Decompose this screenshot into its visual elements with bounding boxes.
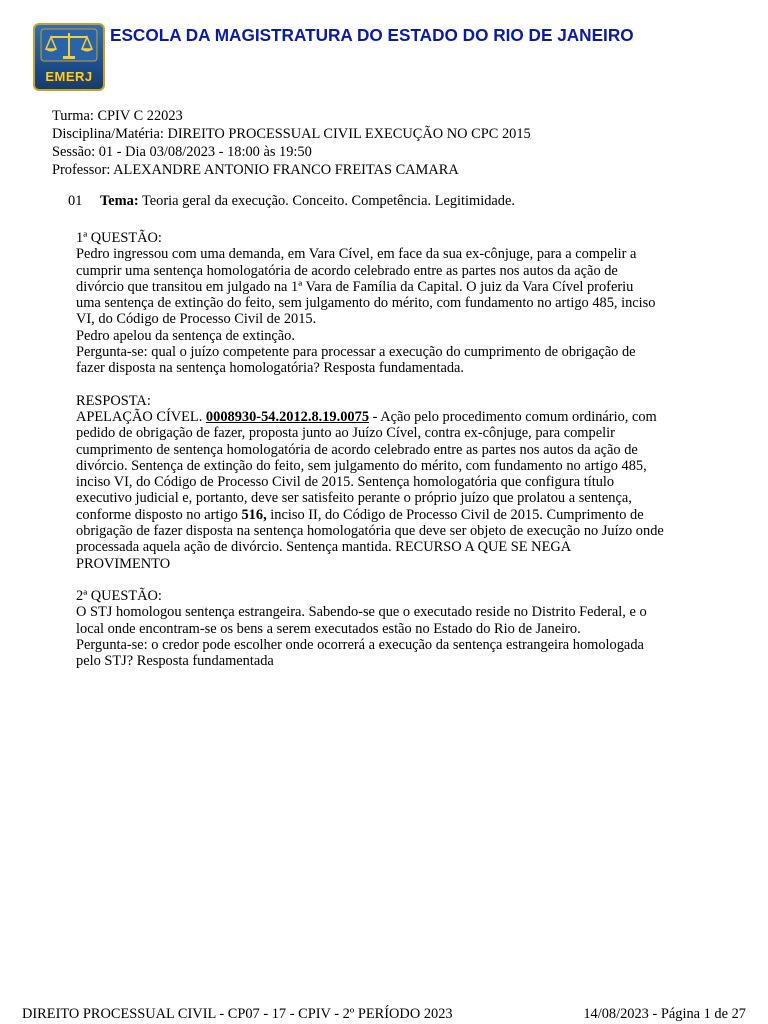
answer-line: executivo judicial e, portanto, deve ser satisfeito perante o próprio juízo que prolatou a sentença, [76, 490, 632, 507]
answer-line7-post: inciso II, do Código de Processo Civil de 2015. Cumprimento de [270, 506, 644, 523]
answer-line: divórcio. Sentença de extinção do feito, sem julgamento do mérito, com fundamento no artigo 485, [76, 457, 647, 474]
question-2-line: O STJ homologou sentença estrangeira. Sabendo-se que o executado reside no Distrito Federal, e o [76, 604, 647, 621]
answer-prefix: APELAÇÃO CÍVEL. [76, 408, 203, 425]
topic-label: Tema: [100, 193, 139, 209]
page-content [76, 230, 716, 685]
answer-line: PROVIMENTO [76, 555, 171, 572]
turma-line: Turma: CPIV C 22023 [52, 108, 183, 124]
case-number: 0008930-54.2012.8.19.0075 [205, 408, 370, 425]
answer-after-case: - Ação pelo procedimento comum ordinário, com [372, 408, 657, 425]
question-1-line: Pergunta-se: qual o juízo competente para processar a execução do cumprimento de obrigação de [76, 344, 636, 361]
question-2-heading: 2ª QUESTÃO: [76, 587, 162, 604]
question-2 [76, 588, 716, 669]
question-1 [76, 230, 716, 377]
question-1-line: uma sentença de extinção do feito, sem julgamento do mérito, com fundamento no artigo 485, inciso [76, 295, 656, 312]
answer-line: inciso VI, do Código de Processo Civil de 2015. Sentença homologatória que configura título [76, 474, 615, 491]
logo-text: EMERJ [45, 69, 93, 84]
question-1-line: VI, do Código de Processo Civil de 2015. [76, 311, 317, 328]
topic-number: 01 [68, 193, 83, 209]
footer-course: DIREITO PROCESSUAL CIVIL - CP07 - 17 - CPIV - 2º PERÍODO 2023 [22, 1006, 453, 1022]
session-info [52, 107, 531, 179]
question-1-line: Pedro apelou da sentença de extinção. [76, 327, 295, 344]
question-2-line: Pergunta-se: o credor pode escolher onde ocorrerá a execução da sentença estrangeira homologada [76, 636, 644, 653]
answer-line: processada aquela ação de divórcio. Sentença mantida. RECURSO A QUE SE NEGA [76, 539, 572, 556]
article-number: 516, [241, 506, 267, 523]
question-2-line: local onde encontram-se os bens a serem executados estão no Estado do Rio de Janeiro. [76, 620, 581, 637]
footer-page-number: 14/08/2023 - Página 1 de 27 [583, 1006, 746, 1022]
answer-line: pedido de obrigação de fazer, proposta junto ao Juízo Cível, contra ex-cônjuge, para compelir [76, 425, 615, 442]
emerj-logo [33, 23, 105, 91]
question-1-line: divórcio que transitou em julgado na 1ª Vara de Família da Capital. O juiz da Vara Cível proferiu [76, 278, 634, 295]
answer-line7-pre: conforme disposto no artigo [76, 506, 238, 523]
answer-line [76, 507, 716, 523]
answer-heading: RESPOSTA: [76, 392, 151, 409]
topic-text: Teoria geral da execução. Conceito. Competência. Legitimidade. [141, 193, 515, 209]
question-1-heading: 1ª QUESTÃO: [76, 230, 162, 246]
answer-line: obrigação de fazer disposta na sentença homologatória que deve ser objeto de execução no Juízo onde [76, 523, 664, 540]
question-1-line: fazer disposta na sentença homologatória? Resposta fundamentada. [76, 360, 465, 377]
question-1-line: cumprir uma sentença homologatória de acordo celebrado entre as partes nos autos da ação de [76, 262, 618, 279]
page-header [33, 23, 753, 93]
topic-line [68, 193, 515, 210]
disciplina-line: Disciplina/Matéria: DIREITO PROCESSUAL CIVIL EXECUÇÃO NO CPC 2015 [52, 126, 531, 142]
answer-1 [76, 393, 716, 572]
school-title: ESCOLA DA MAGISTRATURA DO ESTADO DO RIO DE JANEIRO [110, 25, 634, 45]
answer-line: cumprimento de sentença homologatória de acordo celebrado entre as partes nos autos da ação de [76, 441, 638, 458]
question-2-line: pelo STJ? Resposta fundamentada [76, 653, 274, 670]
answer-line [76, 409, 716, 425]
sessao-line: Sessão: 01 - Dia 03/08/2023 - 18:00 às 19:50 [52, 144, 312, 160]
professor-line: Professor: ALEXANDRE ANTONIO FRANCO FREITAS CAMARA [52, 162, 459, 178]
question-1-line: Pedro ingressou com uma demanda, em Vara Cível, em face da sua ex-cônjuge, para a compelir a [76, 246, 637, 263]
